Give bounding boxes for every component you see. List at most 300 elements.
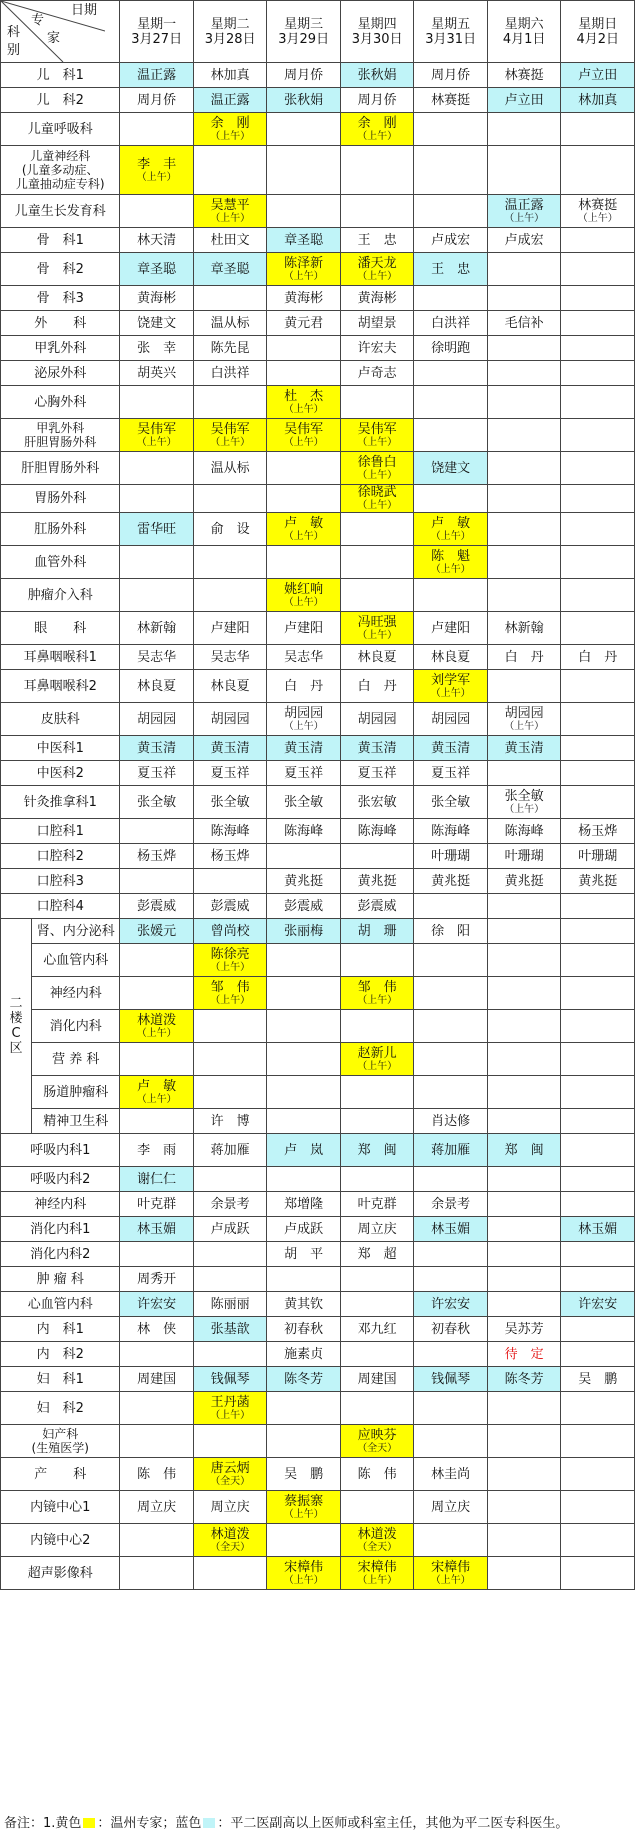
doctor-cell [340,919,414,944]
doctor-cell [487,146,561,195]
doctor-cell [340,1109,414,1134]
doctor-cell [120,736,194,761]
doctor-name: 林圭尚 [431,1466,471,1482]
doctor-cell [120,579,194,612]
session-note: （上午） [357,1574,398,1586]
doctor-cell [487,736,561,761]
dept-name: 骨 科3 [1,286,120,311]
doctor-cell [487,1292,561,1317]
day-weekday: 星期五 [431,16,471,32]
schedule-row [1,1076,635,1109]
doctor-cell [267,612,341,645]
dept-name: 内镜中心1 [1,1491,120,1524]
doctor-cell [487,336,561,361]
schedule-row [1,336,635,361]
schedule-row [1,1242,635,1267]
doctor-cell [487,703,561,736]
session-note: （上午） [283,403,324,415]
doctor-cell [193,1491,267,1524]
doctor-cell [414,1267,488,1292]
doctor-cell [120,311,194,336]
doctor-name: 李 丰 [137,156,177,172]
doctor-name: 张宏敏 [357,794,397,810]
doctor-cell [267,546,341,579]
doctor-name: 周秀开 [137,1271,177,1287]
doctor-name: 王 忠 [357,232,397,248]
doctor-name: 徐 阳 [431,923,471,939]
doctor-cell [267,894,341,919]
doctor-cell [561,944,635,977]
doctor-name: 夏玉祥 [210,765,250,781]
doctor-cell [193,311,267,336]
day-date: 3月29日 [278,31,330,47]
doctor-cell [561,1392,635,1425]
dept-name: 耳鼻咽喉科1 [1,645,120,670]
doctor-cell [414,1192,488,1217]
doctor-cell [487,1267,561,1292]
doctor-cell [267,1010,341,1043]
footer-blue-text: ：平二医副高以上医师或科室主任，其他为平二医专科医生。 [217,1816,569,1831]
doctor-name: 黄兆挺 [578,873,618,889]
doctor-name: 谢仁仁 [137,1171,177,1187]
doctor-name: 林赛挺 [578,197,618,213]
doctor-cell [120,1043,194,1076]
session-note: （上午） [357,994,398,1006]
doctor-name: 卢 敏 [431,515,471,531]
doctor-cell [414,869,488,894]
session-note: （上午） [357,1060,398,1072]
doctor-cell [487,513,561,546]
dept-name: 肠道肿瘤科 [32,1076,120,1109]
doctor-name: 叶克群 [137,1196,177,1212]
schedule-row [1,579,635,612]
doctor-name: 白 丹 [504,649,544,665]
doctor-cell [561,703,635,736]
schedule-row [1,63,635,88]
doctor-cell [414,1134,488,1167]
doctor-cell [120,485,194,513]
schedule-row [1,819,635,844]
schedule-row [1,977,635,1010]
doctor-cell [120,703,194,736]
doctor-name: 胡 珊 [357,923,397,939]
doctor-cell [340,146,414,195]
doctor-cell [120,253,194,286]
doctor-cell [561,113,635,146]
doctor-cell [561,513,635,546]
doctor-name: 林天清 [137,232,177,248]
doctor-cell [561,63,635,88]
schedule-row [1,113,635,146]
doctor-cell [267,1392,341,1425]
doctor-cell [340,1425,414,1458]
doctor-name: 许宏安 [137,1296,177,1312]
session-note: （上午） [357,629,398,641]
doctor-cell [561,786,635,819]
doctor-cell [120,1491,194,1524]
doctor-name: 宋樟伟 [431,1559,471,1575]
doctor-cell [414,452,488,485]
doctor-name: 吴伟军 [357,421,397,437]
doctor-cell [414,919,488,944]
doctor-cell [414,670,488,703]
schedule-row [1,1458,635,1491]
doctor-name: 潘天龙 [357,255,397,271]
doctor-cell [487,761,561,786]
day-header [414,1,488,63]
doctor-cell [487,1217,561,1242]
schedule-row [1,88,635,113]
doctor-cell [487,1109,561,1134]
doctor-name: 黄其钦 [284,1296,324,1312]
dept-name: 中医科1 [1,736,120,761]
dept-name: 营 养 科 [32,1043,120,1076]
doctor-cell [561,761,635,786]
schedule-body [1,1,635,1590]
doctor-cell [414,703,488,736]
doctor-cell [414,612,488,645]
doctor-name: 张全敏 [284,794,324,810]
doctor-name: 卢建阳 [210,620,250,636]
doctor-name: 饶建文 [137,315,177,331]
doctor-cell [193,419,267,452]
doctor-name: 饶建文 [431,460,471,476]
doctor-cell [340,1010,414,1043]
doctor-name: 胡 平 [284,1246,324,1262]
doctor-cell [193,579,267,612]
doctor-cell [340,869,414,894]
doctor-cell [193,786,267,819]
schedule-row [1,419,635,452]
schedule-row [1,612,635,645]
doctor-cell [487,546,561,579]
doctor-name: 陈 魁 [431,548,471,564]
doctor-cell [561,919,635,944]
doctor-cell [414,761,488,786]
schedule-row [1,761,635,786]
doctor-cell [340,670,414,703]
dept-name: 口腔科2 [1,844,120,869]
doctor-cell [340,113,414,146]
doctor-name: 待 定 [504,1346,544,1362]
session-note: （全天） [210,1475,251,1487]
doctor-name: 夏玉祥 [137,765,177,781]
doctor-name: 周月侨 [137,92,177,108]
doctor-name: 林道泼 [137,1012,177,1028]
doctor-cell [561,336,635,361]
session-note: （上午） [283,596,324,608]
session-note: （上午） [357,436,398,448]
schedule-row [1,844,635,869]
schedule-row [1,670,635,703]
doctor-name: 钱佩琴 [431,1371,471,1387]
doctor-cell [487,1010,561,1043]
doctor-cell [193,612,267,645]
doctor-cell [340,1524,414,1557]
doctor-name: 周立庆 [431,1499,471,1515]
doctor-cell [561,612,635,645]
dept-name: 骨 科2 [1,253,120,286]
doctor-cell [487,1134,561,1167]
schedule-row [1,253,635,286]
session-note: （上午） [283,1574,324,1586]
schedule-row [1,1317,635,1342]
doctor-cell [267,703,341,736]
doctor-cell [120,919,194,944]
doctor-cell [561,894,635,919]
doctor-cell [340,546,414,579]
doctor-cell [267,736,341,761]
doctor-cell [561,361,635,386]
doctor-cell [561,1342,635,1367]
doctor-name: 卢 岚 [284,1142,324,1158]
doctor-name: 吴伟军 [210,421,250,437]
doctor-cell [487,612,561,645]
doctor-cell [340,253,414,286]
session-note: （上午） [283,530,324,542]
doctor-name: 刘学军 [431,672,471,688]
doctor-name: 林玉媚 [137,1221,177,1237]
doctor-name: 卢成跃 [284,1221,324,1237]
doctor-cell [193,761,267,786]
dept-name: 甲乳外科 [1,336,120,361]
doctor-name: 蒋加雁 [431,1142,471,1158]
doctor-cell [120,761,194,786]
session-note: （上午） [210,212,251,224]
doctor-cell [340,88,414,113]
doctor-cell [487,311,561,336]
doctor-cell [193,1392,267,1425]
doctor-name: 卢 敏 [137,1078,177,1094]
doctor-cell [487,819,561,844]
session-note: （上午） [210,961,251,973]
dept-name: 眼 科 [1,612,120,645]
day-header [561,1,635,63]
doctor-cell [561,869,635,894]
doctor-name: 陈冬芳 [504,1371,544,1387]
doctor-cell [414,1367,488,1392]
session-note: （上午） [504,212,545,224]
dept-name: 儿 科1 [1,63,120,88]
doctor-cell [193,869,267,894]
doctor-cell [120,1192,194,1217]
doctor-cell [487,1524,561,1557]
doctor-cell [193,645,267,670]
doctor-name: 张秋娟 [284,92,324,108]
doctor-name: 张丽梅 [284,923,324,939]
doctor-name: 彭震威 [210,898,250,914]
doctor-name: 温从标 [210,315,250,331]
doctor-cell [193,1010,267,1043]
doctor-cell [414,1524,488,1557]
dept-name: 产 科 [1,1458,120,1491]
doctor-cell [340,703,414,736]
schedule-row [1,513,635,546]
doctor-cell [120,844,194,869]
session-note: （上午） [430,563,471,575]
dept-name: 泌尿外科 [1,361,120,386]
schedule-row [1,1167,635,1192]
doctor-cell [267,819,341,844]
dept-name: 心胸外科 [1,386,120,419]
session-note: （上午） [136,1027,177,1039]
doctor-cell [561,1425,635,1458]
doctor-name: 施素贞 [284,1346,324,1362]
session-note: （上午） [357,130,398,142]
doctor-name: 陈 伟 [357,1466,397,1482]
session-note: （上午） [577,212,618,224]
day-header [193,1,267,63]
doctor-cell [487,1557,561,1590]
doctor-cell [487,419,561,452]
doctor-name: 林玉媚 [431,1221,471,1237]
dept-name: 消化内科 [32,1010,120,1043]
schedule-row [1,736,635,761]
doctor-name: 彭震威 [357,898,397,914]
day-date: 3月31日 [425,31,477,47]
doctor-cell [340,1367,414,1392]
doctor-cell [340,228,414,253]
doctor-cell [561,1491,635,1524]
doctor-cell [340,513,414,546]
doctor-name: 杨玉烨 [210,848,250,864]
doctor-cell [193,703,267,736]
doctor-cell [487,645,561,670]
doctor-name: 黄兆挺 [284,873,324,889]
doctor-cell [193,1076,267,1109]
doctor-cell [340,1167,414,1192]
doctor-name: 郑增隆 [284,1196,324,1212]
doctor-name: 吴 鹏 [284,1466,324,1482]
doctor-name: 张基歆 [210,1321,250,1337]
doctor-cell [267,869,341,894]
doctor-cell [414,146,488,195]
doctor-cell [120,513,194,546]
doctor-cell [414,1342,488,1367]
doctor-cell [487,361,561,386]
doctor-cell [561,645,635,670]
doctor-cell [120,1217,194,1242]
doctor-name: 卢建阳 [431,620,471,636]
doctor-cell [414,786,488,819]
doctor-cell [193,844,267,869]
doctor-cell [340,419,414,452]
doctor-cell [561,1267,635,1292]
doctor-name: 胡园园 [210,711,250,727]
doctor-name: 温正露 [210,92,250,108]
doctor-cell [561,1109,635,1134]
doctor-name: 胡园园 [431,711,471,727]
doctor-name: 许 博 [210,1113,250,1129]
doctor-cell [414,819,488,844]
doctor-cell [414,253,488,286]
doctor-name: 陈丽丽 [210,1296,250,1312]
doctor-cell [414,1109,488,1134]
dept-name: 心血管内科 [1,1292,120,1317]
schedule-row [1,228,635,253]
doctor-cell [340,336,414,361]
doctor-cell [340,1292,414,1317]
doctor-cell [414,1425,488,1458]
doctor-cell [340,1043,414,1076]
doctor-name: 徐明跑 [431,340,471,356]
doctor-cell [561,311,635,336]
doctor-name: 林良夏 [431,649,471,665]
doctor-cell [561,452,635,485]
doctor-cell [487,253,561,286]
doctor-name: 卢奇志 [357,365,397,381]
doctor-cell [193,1167,267,1192]
dept-name: 中医科2 [1,761,120,786]
session-note: （上午） [283,436,324,448]
doctor-cell [487,1392,561,1425]
doctor-name: 白洪祥 [210,365,250,381]
session-note: （上午） [504,803,545,815]
doctor-cell [193,1242,267,1267]
doctor-name: 姚红响 [284,581,324,597]
schedule-row [1,1392,635,1425]
doctor-name: 余景考 [431,1196,471,1212]
doctor-cell [120,1425,194,1458]
doctor-cell [193,113,267,146]
doctor-cell [340,894,414,919]
day-date: 4月2日 [576,31,619,47]
doctor-name: 林加真 [578,92,618,108]
doctor-cell [120,1167,194,1192]
dept-name: 肿 瘤 科 [1,1267,120,1292]
doctor-name: 王丹菡 [210,1394,250,1410]
doctor-name: 陈冬芳 [284,1371,324,1387]
doctor-name: 胡园园 [504,705,544,721]
doctor-cell [340,786,414,819]
doctor-cell [561,1217,635,1242]
doctor-name: 周立庆 [210,1499,250,1515]
doctor-cell [193,146,267,195]
doctor-cell [267,786,341,819]
doctor-cell [340,195,414,228]
doctor-name: 温正露 [137,67,177,83]
doctor-cell [267,1317,341,1342]
doctor-cell [120,1367,194,1392]
doctor-cell [340,1134,414,1167]
doctor-cell [340,1242,414,1267]
doctor-cell [193,336,267,361]
dept-name: 内镜中心2 [1,1524,120,1557]
doctor-cell [561,386,635,419]
doctor-cell [561,819,635,844]
doctor-name: 雷华旺 [137,521,177,537]
dept-name: 呼吸内科2 [1,1167,120,1192]
doctor-cell [120,1557,194,1590]
dept-name: 神经内科 [32,977,120,1010]
doctor-cell [340,977,414,1010]
doctor-cell [193,894,267,919]
doctor-cell [193,1342,267,1367]
doctor-cell [561,286,635,311]
doctor-name: 林玉媚 [578,1221,618,1237]
dept-name: 儿童神经科 (儿童多动症、 儿童抽动症专科) [1,146,120,195]
doctor-cell [414,1167,488,1192]
doctor-name: 胡园园 [137,711,177,727]
dept-name: 儿童呼吸科 [1,113,120,146]
day-weekday: 星期一 [137,16,177,32]
doctor-cell [340,1392,414,1425]
doctor-name: 夏玉祥 [431,765,471,781]
doctor-cell [340,1342,414,1367]
doctor-cell [267,1342,341,1367]
doctor-name: 黄玉清 [431,740,471,756]
schedule-row [1,1010,635,1043]
